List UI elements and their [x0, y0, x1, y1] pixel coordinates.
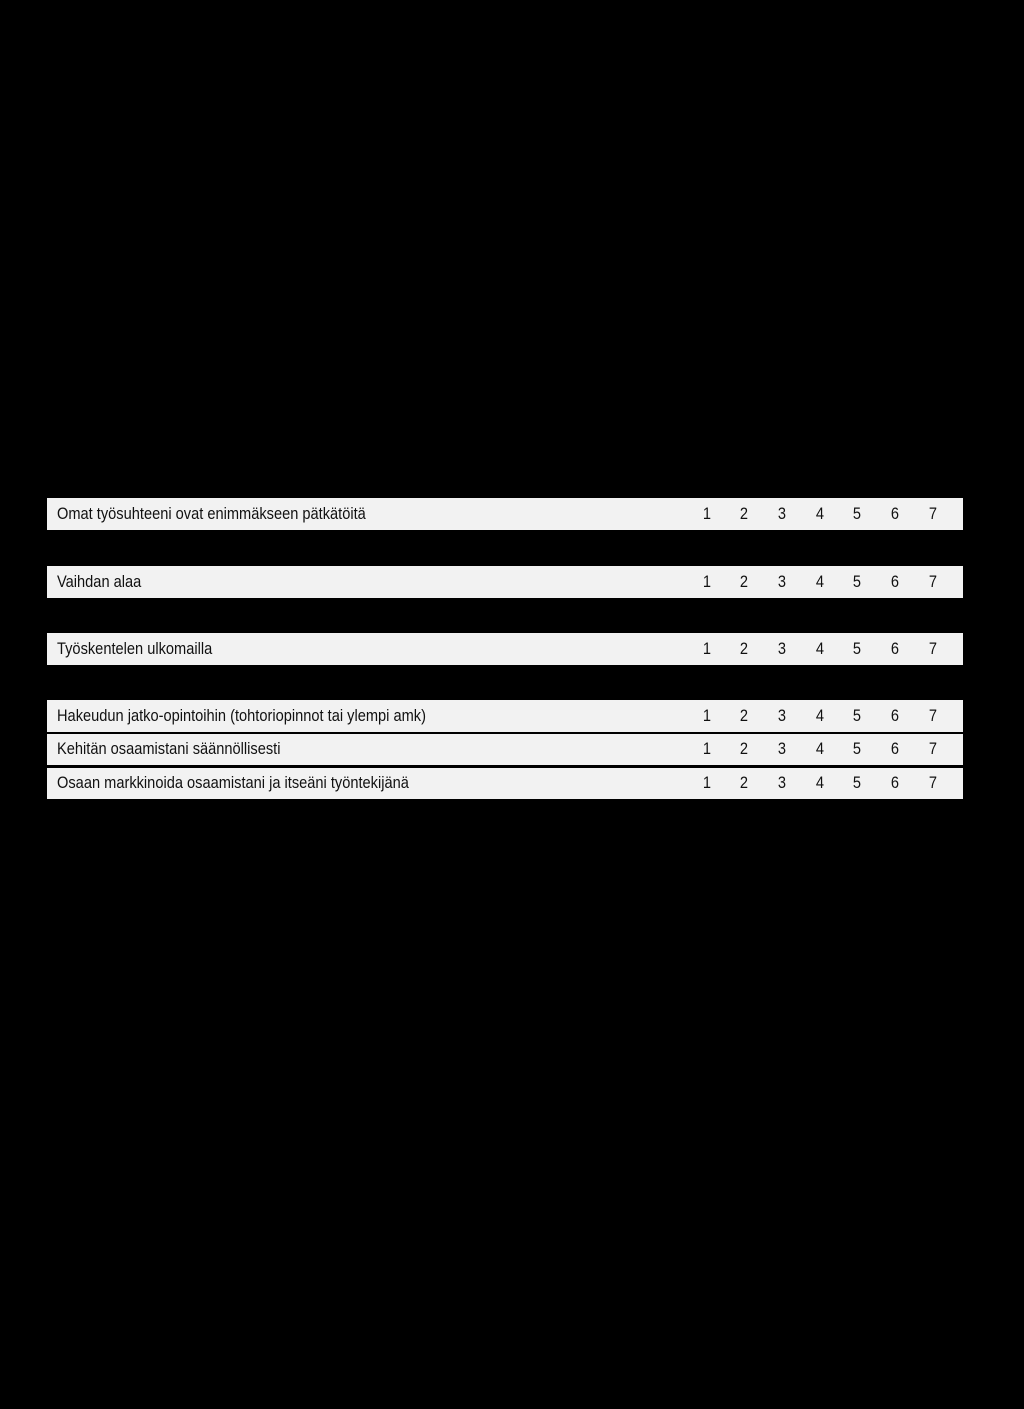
rating-option-3[interactable]: 3: [777, 639, 787, 658]
rating-option-6[interactable]: 6: [890, 706, 900, 725]
statement-label: Vaihdan alaa: [57, 572, 142, 591]
rating-option-7[interactable]: 7: [928, 639, 938, 658]
rating-option-7[interactable]: 7: [928, 773, 938, 792]
rating-option-6[interactable]: 6: [890, 504, 900, 523]
rating-option-2[interactable]: 2: [739, 639, 749, 658]
rating-option-4[interactable]: 4: [815, 572, 825, 591]
statement-row: [47, 700, 963, 732]
rating-option-1[interactable]: 1: [702, 504, 712, 523]
rating-option-6[interactable]: 6: [890, 639, 900, 658]
rating-option-5[interactable]: 5: [852, 504, 862, 523]
statement-label: Osaan markkinoida osaamistani ja itseäni työntekijänä: [57, 773, 409, 792]
rating-option-1[interactable]: 1: [702, 706, 712, 725]
rating-option-2[interactable]: 2: [739, 706, 749, 725]
rating-option-7[interactable]: 7: [928, 739, 938, 758]
rating-option-3[interactable]: 3: [777, 572, 787, 591]
rating-option-2[interactable]: 2: [739, 572, 749, 591]
statement-row: [47, 767, 963, 799]
statement-label: Omat työsuhteeni ovat enimmäkseen pätkätöitä: [57, 504, 366, 523]
statement-label: Hakeudun jatko-opintoihin (tohtoriopinnot tai ylempi amk): [57, 706, 426, 725]
statement-row: [47, 633, 963, 665]
rating-option-7[interactable]: 7: [928, 504, 938, 523]
statement-row: [47, 566, 963, 598]
rating-option-2[interactable]: 2: [739, 504, 749, 523]
rating-option-4[interactable]: 4: [815, 739, 825, 758]
statement-row: [47, 498, 963, 530]
rating-option-6[interactable]: 6: [890, 572, 900, 591]
rating-option-5[interactable]: 5: [852, 773, 862, 792]
rating-option-6[interactable]: 6: [890, 739, 900, 758]
rating-option-6[interactable]: 6: [890, 773, 900, 792]
statement-row: [47, 733, 963, 765]
rating-option-7[interactable]: 7: [928, 706, 938, 725]
rating-option-1[interactable]: 1: [702, 773, 712, 792]
rating-option-2[interactable]: 2: [739, 773, 749, 792]
rating-option-5[interactable]: 5: [852, 572, 862, 591]
rating-option-4[interactable]: 4: [815, 639, 825, 658]
rating-option-3[interactable]: 3: [777, 706, 787, 725]
rating-option-3[interactable]: 3: [777, 504, 787, 523]
statement-label: Työskentelen ulkomailla: [57, 639, 213, 658]
rating-option-5[interactable]: 5: [852, 739, 862, 758]
statement-label: Kehitän osaamistani säännöllisesti: [57, 739, 281, 758]
rating-option-7[interactable]: 7: [928, 572, 938, 591]
rating-option-1[interactable]: 1: [702, 639, 712, 658]
rating-option-2[interactable]: 2: [739, 739, 749, 758]
rating-option-4[interactable]: 4: [815, 706, 825, 725]
rating-option-1[interactable]: 1: [702, 572, 712, 591]
rating-option-1[interactable]: 1: [702, 739, 712, 758]
rating-option-3[interactable]: 3: [777, 773, 787, 792]
rating-option-5[interactable]: 5: [852, 639, 862, 658]
rating-option-4[interactable]: 4: [815, 773, 825, 792]
rating-option-4[interactable]: 4: [815, 504, 825, 523]
rating-option-3[interactable]: 3: [777, 739, 787, 758]
rating-option-5[interactable]: 5: [852, 706, 862, 725]
